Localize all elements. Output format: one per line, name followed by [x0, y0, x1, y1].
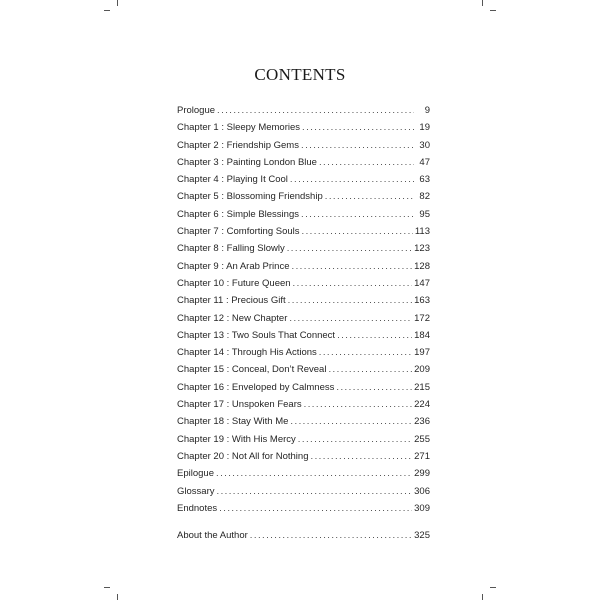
toc-entry-page-number: 47 — [419, 156, 430, 168]
toc-entry-label: Chapter 20 : Not All for Nothing — [177, 450, 309, 462]
toc-entry — [177, 379, 430, 396]
dot-leader — [290, 413, 412, 430]
dot-leader — [302, 223, 413, 240]
toc-entry-page-number: 19 — [419, 122, 430, 134]
dot-leader — [290, 171, 414, 188]
toc-entry-label: Chapter 9 : An Arab Prince — [177, 260, 290, 272]
toc-entry-label: Chapter 13 : Two Souls That Connect — [177, 329, 336, 341]
toc-entry — [177, 137, 430, 154]
toc-entry — [177, 171, 430, 188]
dot-leader — [301, 137, 414, 154]
toc-entry — [177, 154, 430, 171]
crop-mark-bottom-right-h — [490, 587, 496, 588]
contents-heading: CONTENTS — [254, 65, 346, 84]
toc-entry-label: Chapter 19 : With His Mercy — [177, 433, 296, 445]
dot-leader — [291, 258, 412, 275]
toc-entry-page-number: 271 — [414, 450, 430, 462]
toc-entry — [177, 275, 430, 292]
dot-leader — [311, 448, 413, 465]
crop-mark-top-right-v — [482, 0, 483, 6]
crop-mark-top-left-v — [117, 0, 118, 6]
dot-leader — [325, 188, 414, 205]
toc-entry — [177, 223, 430, 240]
toc-entry — [177, 344, 430, 361]
toc-entry-page-number: 197 — [414, 347, 430, 359]
toc-entry-label: Chapter 12 : New Chapter — [177, 312, 288, 324]
dot-leader — [319, 344, 412, 361]
toc-entry — [177, 448, 430, 465]
toc-entry-page-number: 236 — [414, 416, 430, 428]
dot-leader — [250, 527, 412, 544]
toc-entry-page-number: 255 — [414, 433, 430, 445]
dot-leader — [298, 431, 412, 448]
toc-entry-page-number: 209 — [414, 364, 430, 376]
toc-entry-page-number: 172 — [414, 312, 430, 324]
toc-entry-page-number: 147 — [414, 277, 430, 289]
toc-entry-page-number: 299 — [414, 468, 430, 480]
toc-entry — [177, 396, 430, 413]
toc-entry-page-number: 30 — [419, 139, 430, 151]
toc-entry — [177, 465, 430, 482]
toc-entry — [177, 206, 430, 223]
toc-entry-label: Chapter 6 : Simple Blessings — [177, 208, 299, 220]
dot-leader — [328, 361, 412, 378]
toc-entry-page-number: 82 — [419, 191, 430, 203]
dot-leader — [216, 465, 412, 482]
toc-entry-label: Chapter 14 : Through His Actions — [177, 347, 317, 359]
toc-entry-label: About the Author — [177, 530, 248, 542]
toc-entry — [177, 292, 430, 309]
crop-mark-bottom-left-h — [104, 587, 110, 588]
dot-leader — [216, 483, 412, 500]
toc-entry-label: Chapter 16 : Enveloped by Calmness — [177, 381, 335, 393]
toc-entry-label: Chapter 10 : Future Queen — [177, 277, 291, 289]
dot-leader — [319, 154, 414, 171]
toc-entry — [177, 102, 430, 119]
toc-entry-label: Prologue — [177, 105, 216, 116]
crop-mark-top-right-h — [490, 10, 496, 11]
dot-leader — [288, 292, 413, 309]
table-of-contents — [177, 102, 430, 544]
crop-mark-bottom-right-v — [482, 594, 483, 600]
toc-entry-page-number: 224 — [414, 399, 430, 411]
toc-entry — [177, 188, 430, 205]
toc-entry-label: Chapter 17 : Unspoken Fears — [177, 399, 302, 411]
toc-entry — [177, 310, 430, 327]
toc-entry — [177, 483, 430, 500]
toc-spacer — [177, 517, 430, 527]
toc-entry-page-number: 325 — [414, 530, 430, 542]
toc-entry — [177, 258, 430, 275]
toc-entry-page-number: 163 — [414, 295, 430, 307]
dot-leader — [336, 379, 412, 396]
dot-leader — [289, 310, 412, 327]
toc-entry-page-number: 123 — [414, 243, 430, 255]
dot-leader — [304, 396, 413, 413]
toc-entry-label: Chapter 3 : Painting London Blue — [177, 156, 317, 168]
toc-entry — [177, 361, 430, 378]
toc-entry-label: Glossary — [177, 485, 215, 497]
toc-entry-label: Chapter 2 : Friendship Gems — [177, 139, 299, 151]
toc-entry-about-author — [177, 527, 430, 544]
toc-entry-page-number: 309 — [414, 502, 430, 514]
toc-entry-page-number: 184 — [414, 329, 430, 341]
toc-entry-label: Endnotes — [177, 502, 218, 514]
toc-entry-page-number: 128 — [414, 260, 430, 272]
toc-entry-label: Epilogue — [177, 468, 214, 480]
toc-entry — [177, 119, 430, 136]
dot-leader — [287, 240, 412, 257]
dot-leader — [217, 102, 414, 119]
toc-entry-label: Chapter 18 : Stay With Me — [177, 416, 289, 428]
toc-entry-page-number: 95 — [419, 208, 430, 220]
toc-entry-page-number: 215 — [414, 381, 430, 393]
toc-entry-page-number: 113 — [414, 226, 430, 238]
toc-entry-label: Chapter 1 : Sleepy Memories — [177, 122, 301, 134]
toc-entry-label: Chapter 15 : Conceal, Don’t Reveal — [177, 364, 327, 376]
toc-entry-page-number: 9 — [424, 105, 430, 116]
dot-leader — [302, 119, 414, 136]
toc-entry — [177, 327, 430, 344]
dot-leader — [219, 500, 412, 517]
dot-leader — [301, 206, 414, 223]
toc-entry-label: Chapter 4 : Playing It Cool — [177, 174, 288, 186]
toc-entry — [177, 431, 430, 448]
toc-entry-page-number: 306 — [414, 485, 430, 497]
toc-entry — [177, 500, 430, 517]
toc-entry-label: Chapter 11 : Precious Gift — [177, 295, 286, 307]
dot-leader — [337, 327, 412, 344]
toc-entry — [177, 413, 430, 430]
toc-entry — [177, 240, 430, 257]
crop-mark-bottom-left-v — [117, 594, 118, 600]
toc-entry-page-number: 63 — [419, 174, 430, 186]
toc-entry-label: Chapter 5 : Blossoming Friendship — [177, 191, 323, 203]
crop-mark-top-left-h — [104, 10, 110, 11]
toc-entry-label: Chapter 7 : Comforting Souls — [177, 226, 300, 238]
dot-leader — [293, 275, 413, 292]
toc-entry-label: Chapter 8 : Falling Slowly — [177, 243, 285, 255]
